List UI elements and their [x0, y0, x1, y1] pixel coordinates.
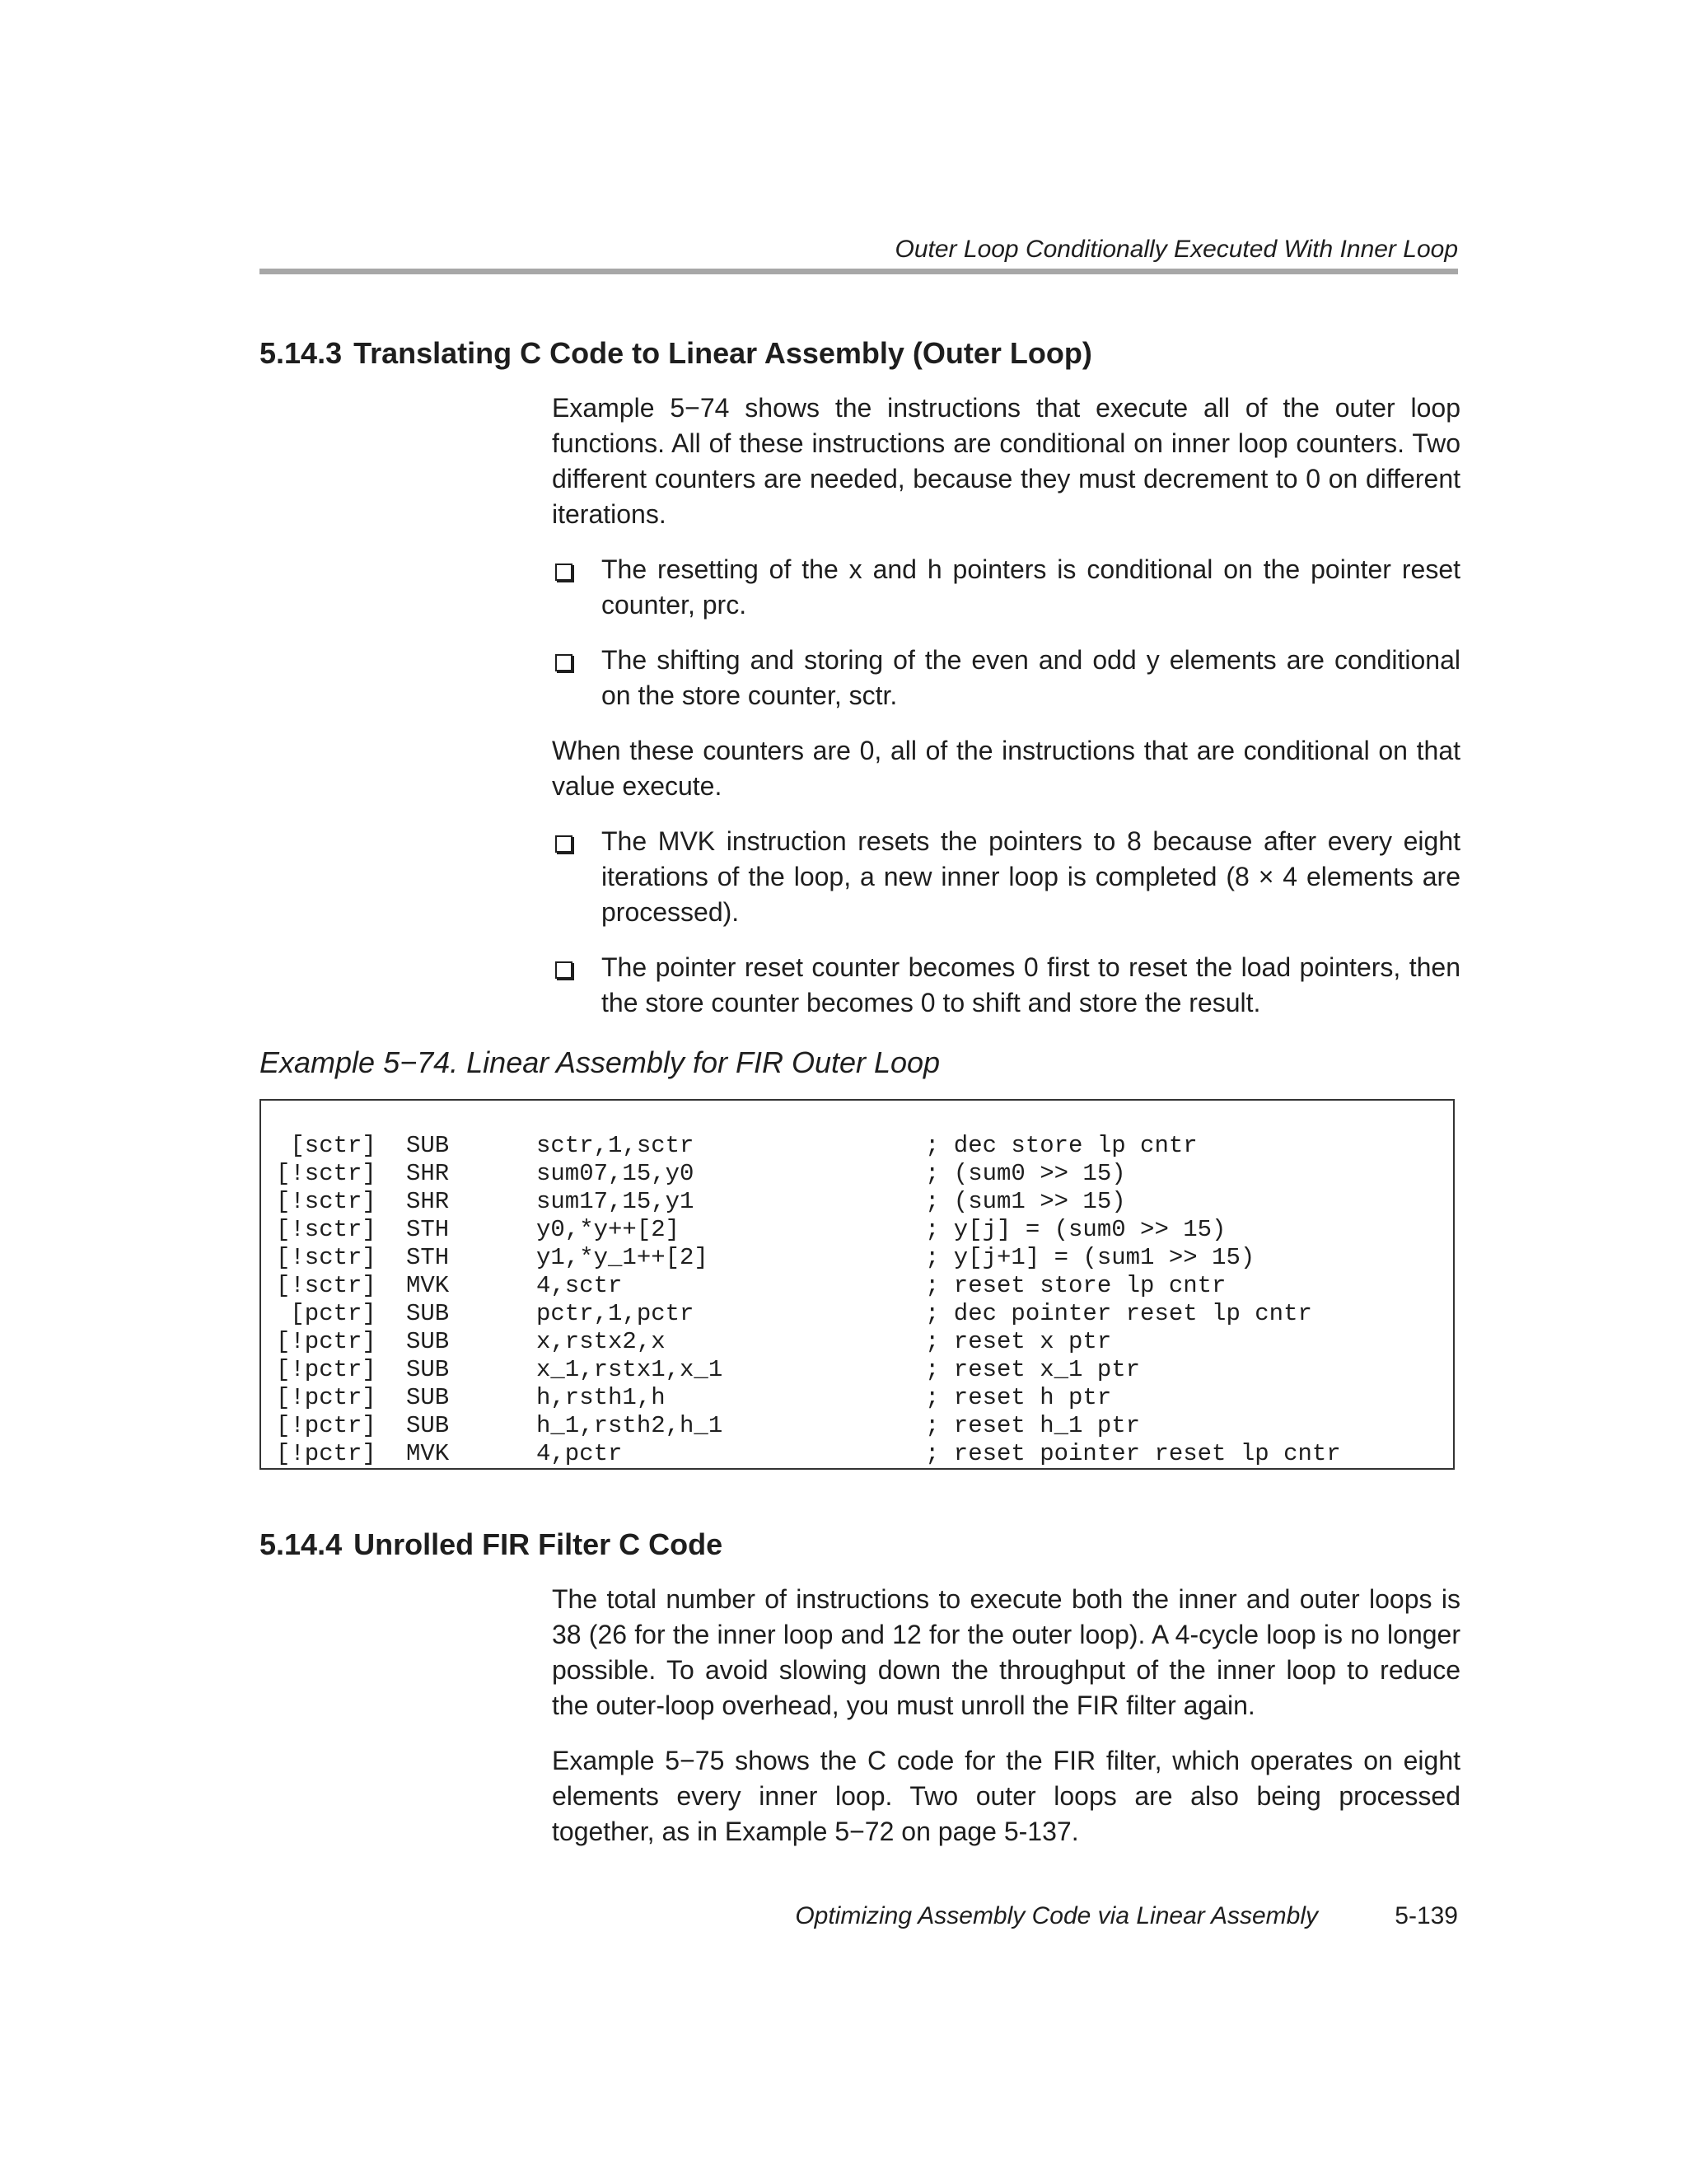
middle-paragraph: When these counters are 0, all of the instructions that are conditional on that value execute.: [552, 736, 1460, 801]
code-condition: [!sctr]: [276, 1160, 376, 1187]
section-5-14-4-body: [552, 1582, 1460, 1869]
code-comment: ; reset x ptr: [925, 1328, 1112, 1355]
bullet-text: The shifting and storing of the even and odd y elements are conditional on the store counter, sctr.: [601, 645, 1460, 710]
running-head: Outer Loop Conditionally Executed With Inner Loop: [895, 236, 1458, 263]
code-opcode: SUB: [406, 1132, 450, 1159]
code-opcode: STH: [406, 1244, 450, 1271]
code-operands: y1,*y_1++[2]: [536, 1244, 708, 1271]
code-comment: ; reset pointer reset lp cntr: [925, 1440, 1341, 1467]
code-operands: sctr,1,sctr: [536, 1132, 694, 1159]
code-operands: y0,*y++[2]: [536, 1216, 680, 1243]
code-operands: sum17,15,y1: [536, 1188, 694, 1215]
section-number: 5.14.3: [259, 336, 343, 370]
header-rule: [259, 269, 1458, 274]
code-comment: ; reset h ptr: [925, 1384, 1112, 1411]
code-comment: ; y[j+1] = (sum1 >> 15): [925, 1244, 1255, 1271]
code-opcode: MVK: [406, 1440, 450, 1467]
code-condition: [pctr]: [276, 1300, 376, 1327]
paragraph: The total number of instructions to execute both the inner and outer loops is 38 (26 for the inner loop and 12 for the outer loop). A 4-cycle loop is no longer possible. To avoid slowing down the throughput of the inner loop to reduce the outer-loop overhead, you must unroll the FIR filter again.: [552, 1584, 1460, 1720]
bullet-text: The MVK instruction resets the pointers to 8 because after every eight iterations of the loop, a new inner loop is completed (8 × 4 elements are processed).: [601, 826, 1460, 927]
code-listing: [259, 1099, 1455, 1470]
section-title: Unrolled FIR Filter C Code: [353, 1527, 723, 1561]
code-operands: 4,pctr: [536, 1440, 623, 1467]
code-comment: ; dec store lp cntr: [925, 1132, 1198, 1159]
footer-title: Optimizing Assembly Code via Linear Assembly: [795, 1902, 1318, 1929]
code-condition: [!pctr]: [276, 1384, 376, 1411]
code-condition: [!sctr]: [276, 1244, 376, 1271]
code-opcode: STH: [406, 1216, 450, 1243]
code-operands: pctr,1,pctr: [536, 1300, 694, 1327]
code-condition: [!sctr]: [276, 1272, 376, 1299]
code-operands: sum07,15,y0: [536, 1160, 694, 1187]
code-comment: ; reset store lp cntr: [925, 1272, 1227, 1299]
code-condition: [!pctr]: [276, 1412, 376, 1439]
code-comment: ; reset x_1 ptr: [925, 1356, 1141, 1383]
code-opcode: SUB: [406, 1300, 450, 1327]
code-comment: ; (sum0 >> 15): [925, 1160, 1126, 1187]
intro-paragraph: Example 5−74 shows the instructions that execute all of the outer loop functions. All of these instructions are conditional on inner loop counters. Two different counters are needed, because they must decrement to 0 on different iterations.: [552, 393, 1460, 529]
list-item: [552, 643, 1460, 713]
code-opcode: SUB: [406, 1384, 450, 1411]
code-opcode: SHR: [406, 1160, 450, 1187]
checkbox-bullet-icon: [555, 564, 572, 581]
code-condition: [!sctr]: [276, 1216, 376, 1243]
section-title: Translating C Code to Linear Assembly (Outer Loop): [353, 336, 1092, 370]
code-operands: 4,sctr: [536, 1272, 623, 1299]
code-condition: [!pctr]: [276, 1440, 376, 1467]
code-operands: h,rsth1,h: [536, 1384, 666, 1411]
code-opcode: MVK: [406, 1272, 450, 1299]
section-heading-5-14-4: [259, 1527, 722, 1562]
code-condition: [!pctr]: [276, 1328, 376, 1355]
code-condition: [!sctr]: [276, 1188, 376, 1215]
code-comment: ; (sum1 >> 15): [925, 1188, 1126, 1215]
list-item: [552, 950, 1460, 1021]
page-number: 5-139: [1395, 1902, 1458, 1929]
example-caption: Example 5−74. Linear Assembly for FIR Outer Loop: [259, 1045, 941, 1079]
code-condition: [sctr]: [276, 1132, 376, 1159]
list-item: [552, 824, 1460, 930]
code-opcode: SUB: [406, 1356, 450, 1383]
code-condition: [!pctr]: [276, 1356, 376, 1383]
checkbox-bullet-icon: [555, 961, 572, 979]
code-opcode: SHR: [406, 1188, 450, 1215]
section-number: 5.14.4: [259, 1527, 343, 1561]
paragraph: Example 5−75 shows the C code for the FIR filter, which operates on eight elements every inner loop. Two outer loops are also being processed together, as in Example 5−72 on page 5-137.: [552, 1746, 1460, 1846]
checkbox-bullet-icon: [555, 835, 572, 853]
checkbox-bullet-icon: [555, 654, 572, 671]
bullet-text: The pointer reset counter becomes 0 first to reset the load pointers, then the store counter becomes 0 to shift and store the result.: [601, 952, 1460, 1017]
list-item: [552, 552, 1460, 623]
bullet-text: The resetting of the x and h pointers is conditional on the pointer reset counter, prc.: [601, 554, 1460, 620]
code-opcode: SUB: [406, 1412, 450, 1439]
code-opcode: SUB: [406, 1328, 450, 1355]
section-heading-5-14-3: [259, 336, 1092, 371]
code-operands: x,rstx2,x: [536, 1328, 666, 1355]
code-operands: x_1,rstx1,x_1: [536, 1356, 723, 1383]
code-operands: h_1,rsth2,h_1: [536, 1412, 723, 1439]
code-comment: ; dec pointer reset lp cntr: [925, 1300, 1312, 1327]
code-comment: ; y[j] = (sum0 >> 15): [925, 1216, 1227, 1243]
section-5-14-3-body: [552, 391, 1460, 1041]
code-comment: ; reset h_1 ptr: [925, 1412, 1141, 1439]
